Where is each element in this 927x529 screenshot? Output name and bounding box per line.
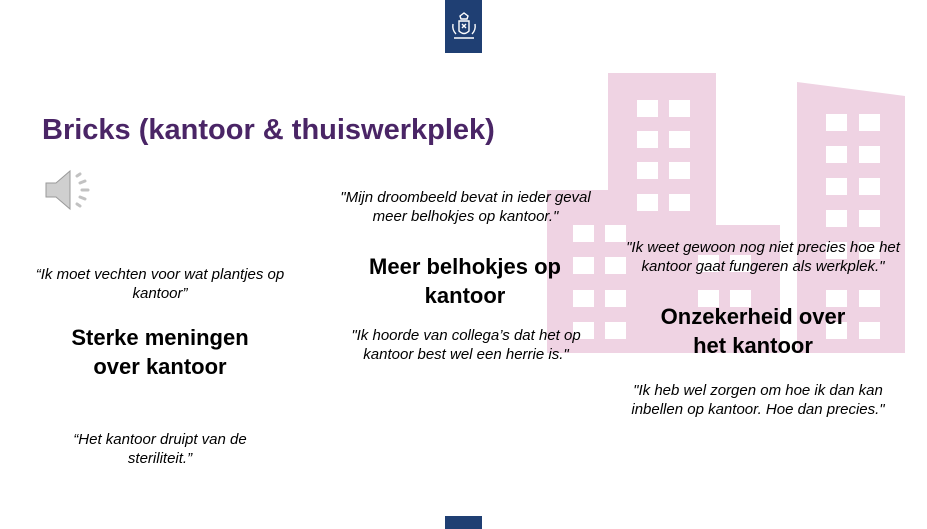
building-window [573,225,594,242]
building-window [859,290,880,307]
coat-of-arms-logo [445,0,482,53]
building-window [859,178,880,195]
building-window [637,131,658,148]
building-window [669,162,690,179]
heading-more-booths: Meer belhokjes op kantoor [369,254,561,308]
building-window [573,290,594,307]
building-window [826,210,847,227]
quote-plants: “Ik moet vechten voor wat plantjes op kantoor” [35,266,285,302]
quote-dream-booths: "Mijn droombeeld bevat in ieder geval meer belhokjes op kantoor." [340,189,591,225]
building-window [859,210,880,227]
quote-noise: "Ik hoorde van collega’s dat het op kantoor best wel een herrie is." [351,327,581,363]
building-window [826,114,847,131]
slide-title: Bricks (kantoor & thuiswerkplek) [42,114,495,146]
speaker-icon[interactable] [44,166,100,214]
quote-dial-in: "Ik heb wel zorgen om hoe ik dan kan inbellen op kantoor. Hoe dan precies." [631,382,885,418]
heading-strong-opinions: Sterke meningen over kantoor [71,325,249,379]
building-window [605,290,626,307]
building-window [669,131,690,148]
building-window [859,322,880,339]
bottom-brand-tab [445,516,482,529]
building-window [669,100,690,117]
quote-not-sure: "Ik weet gewoon nog niet precies hoe het kantoor gaat fungeren als werkplek." [626,239,900,275]
building-window [826,178,847,195]
quote-sterility: “Het kantoor druipt van de steriliteit.” [73,431,247,467]
building-window [637,100,658,117]
building-window [637,194,658,211]
building-window [605,322,626,339]
building-window [859,146,880,163]
building-window [573,257,594,274]
heading-uncertainty: Onzekerheid over het kantoor [660,304,846,358]
coat-of-arms-icon [450,12,478,42]
building-window [669,194,690,211]
building-window [859,114,880,131]
building-window [637,162,658,179]
building-window [826,146,847,163]
